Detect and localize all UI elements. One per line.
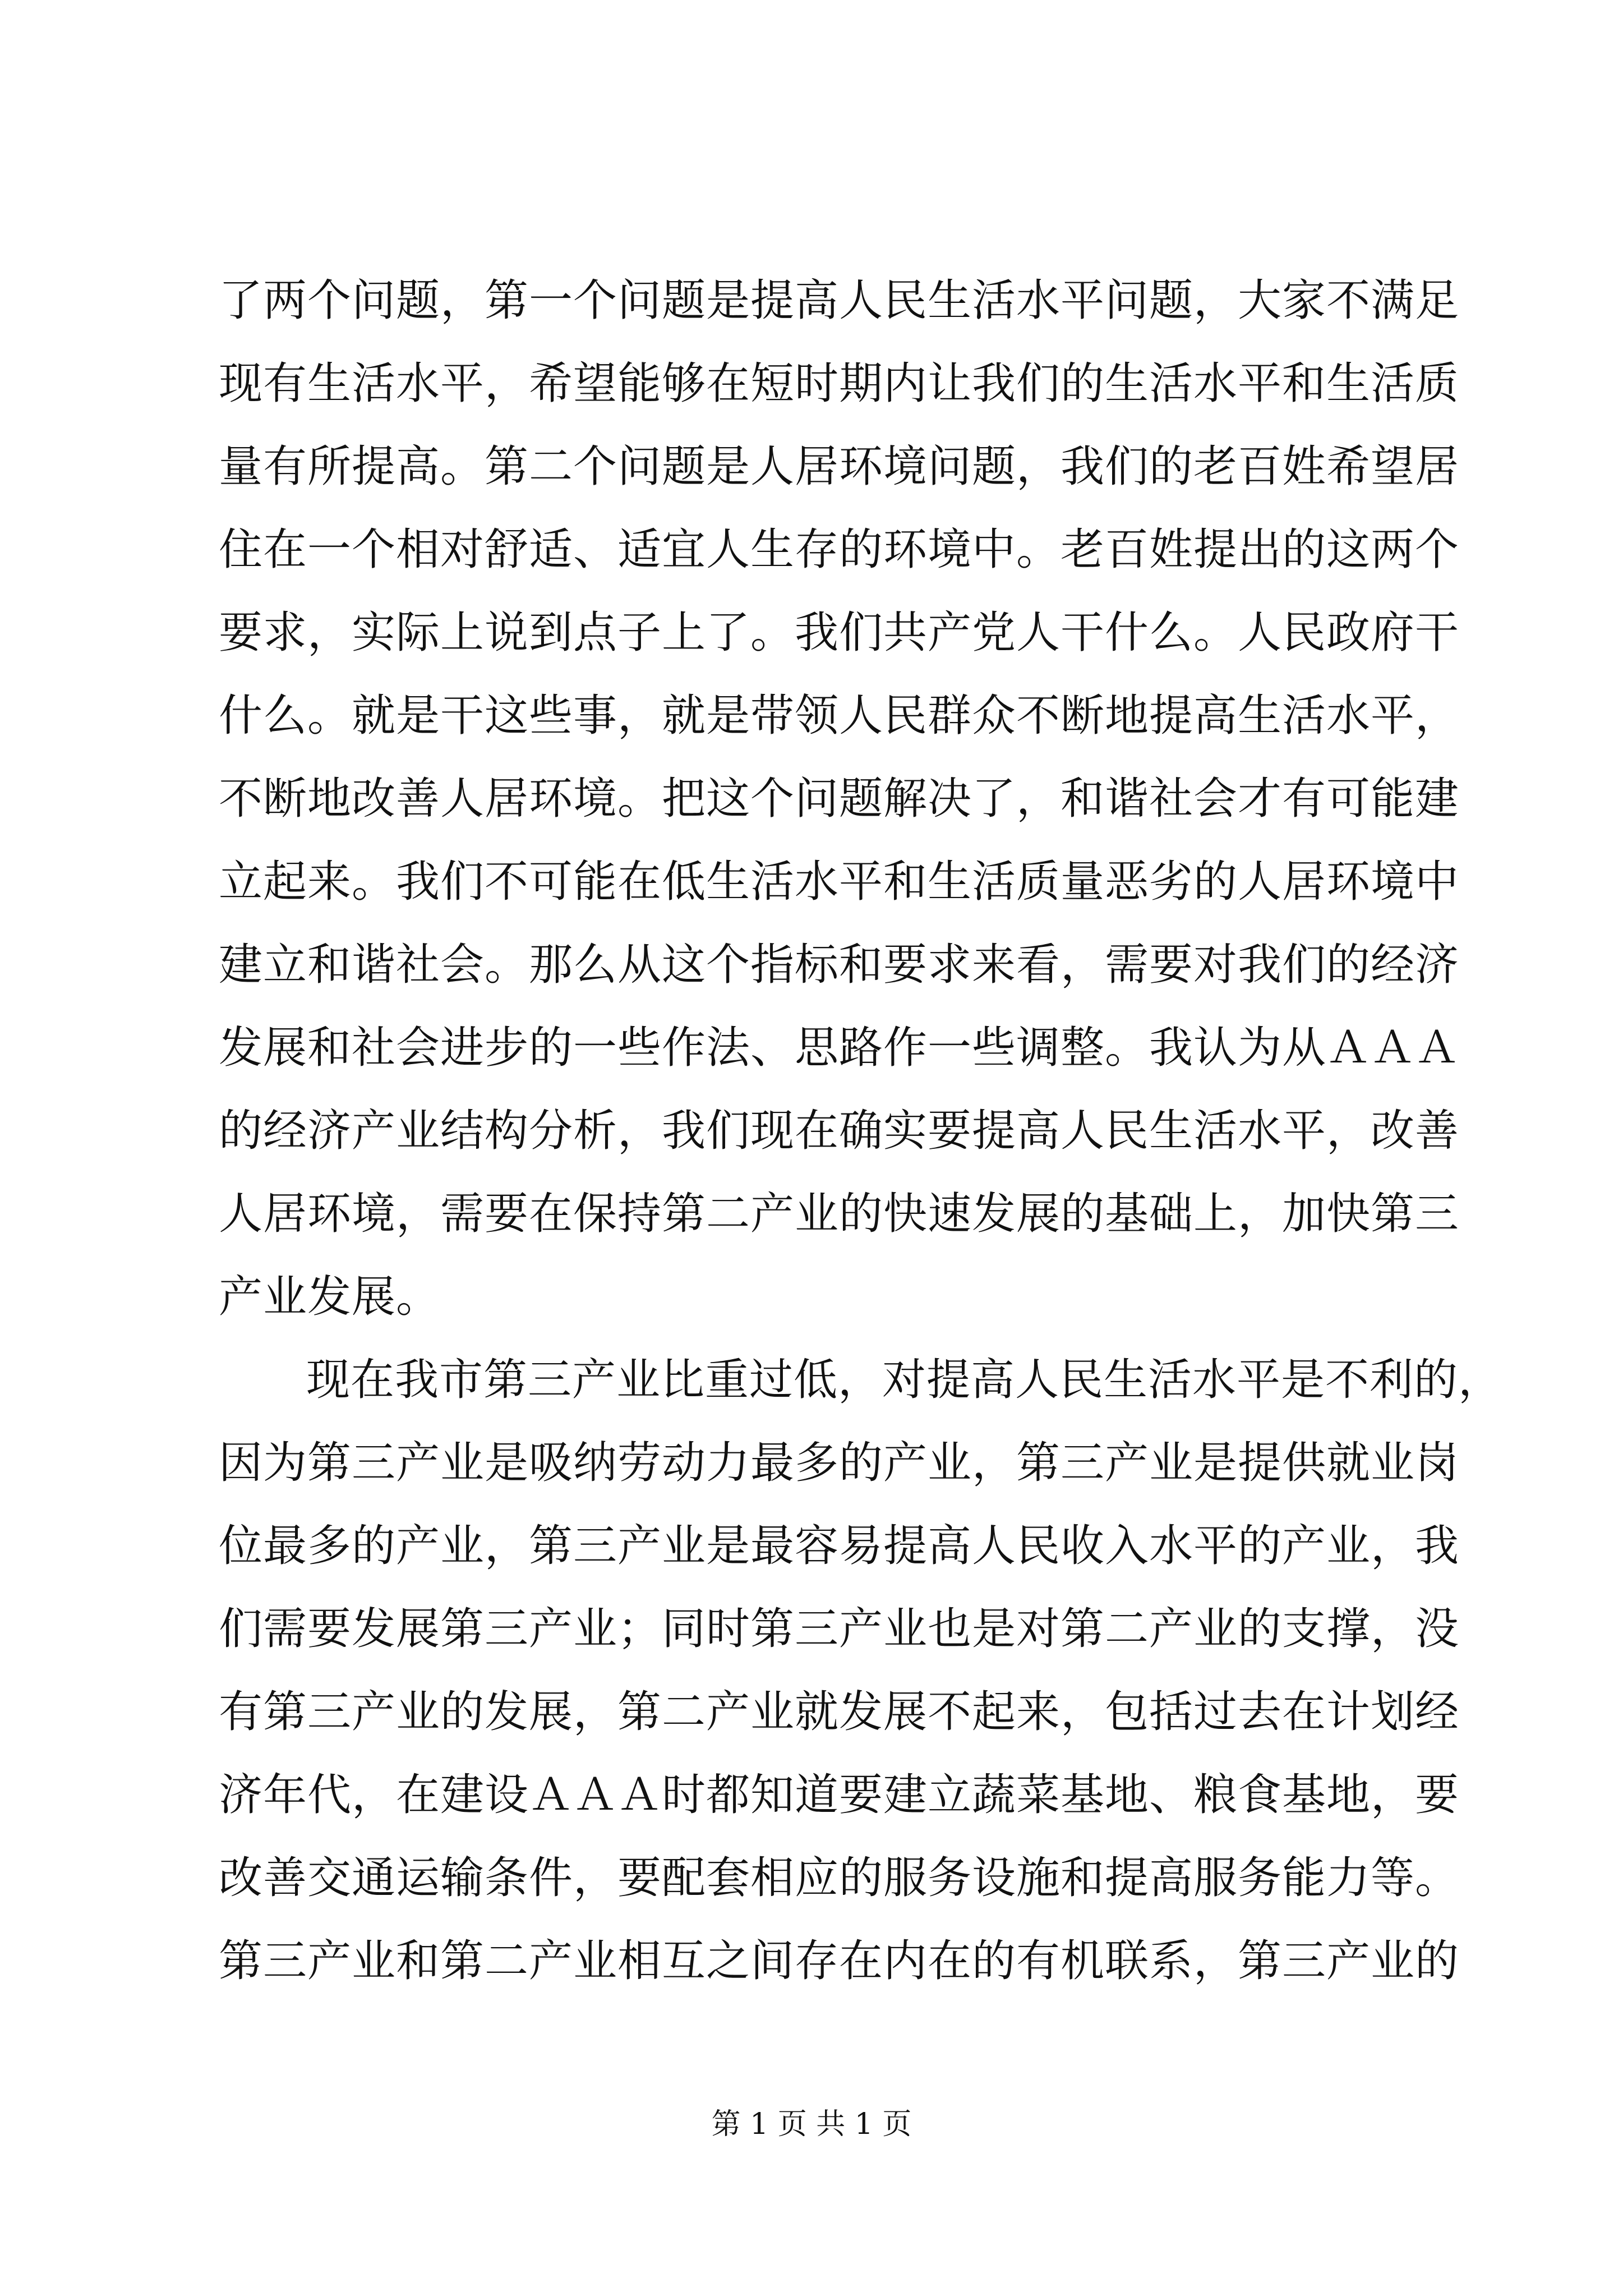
document-body	[219, 259, 1503, 2003]
text-line: 济年代，在建设ＡＡＡ时都知道要建立蔬菜基地、粮食基地，要	[219, 1770, 1460, 1820]
text-line: 第三产业和第二产业相互之间存在内在的有机联系，第三产业的	[219, 1936, 1460, 1986]
text-line: 人居环境，需要在保持第二产业的快速发展的基础上，加快第三	[219, 1189, 1460, 1239]
page-number-footer: 第 1 页 共 1 页	[711, 2108, 912, 2141]
text-line: 现在我市第三产业比重过低，对提高人民生活水平是不利的，	[306, 1355, 1503, 1405]
text-line: 什么。就是干这些事，就是带领人民群众不断地提高生活水平，	[219, 691, 1460, 741]
paragraph-2	[219, 1338, 1503, 2003]
text-line: 建立和谐社会。那么从这个指标和要求来看，需要对我们的经济	[219, 940, 1460, 990]
text-line: 产业发展。	[219, 1272, 441, 1322]
text-line: 有第三产业的发展，第二产业就发展不起来，包括过去在计划经	[219, 1687, 1460, 1737]
text-line: 了两个问题，第一个问题是提高人民生活水平问题，大家不满足	[219, 275, 1460, 326]
text-line: 现有生活水平，希望能够在短时期内让我们的生活水平和生活质	[219, 358, 1460, 409]
text-line: 立起来。我们不可能在低生活水平和生活质量恶劣的人居环境中	[219, 857, 1460, 907]
text-line: 不断地改善人居环境。把这个问题解决了，和谐社会才有可能建	[219, 774, 1460, 824]
text-line: 们需要发展第三产业；同时第三产业也是对第二产业的支撑，没	[219, 1604, 1460, 1654]
text-line: 因为第三产业是吸纳劳动力最多的产业，第三产业是提供就业岗	[219, 1438, 1460, 1488]
text-line: 改善交通运输条件，要配套相应的服务设施和提高服务能力等。	[219, 1853, 1460, 1903]
text-line: 要求，实际上说到点子上了。我们共产党人干什么。人民政府干	[219, 608, 1460, 658]
text-line: 发展和社会进步的一些作法、思路作一些调整。我认为从ＡＡＡ	[219, 1023, 1460, 1073]
text-line: 量有所提高。第二个问题是人居环境问题，我们的老百姓希望居	[219, 441, 1460, 492]
text-line: 住在一个相对舒适、适宜人生存的环境中。老百姓提出的这两个	[219, 524, 1460, 575]
paragraph-1	[219, 259, 1460, 1338]
text-line: 位最多的产业，第三产业是最容易提高人民收入水平的产业，我	[219, 1521, 1460, 1571]
text-line: 的经济产业结构分析，我们现在确实要提高人民生活水平，改善	[219, 1106, 1460, 1156]
